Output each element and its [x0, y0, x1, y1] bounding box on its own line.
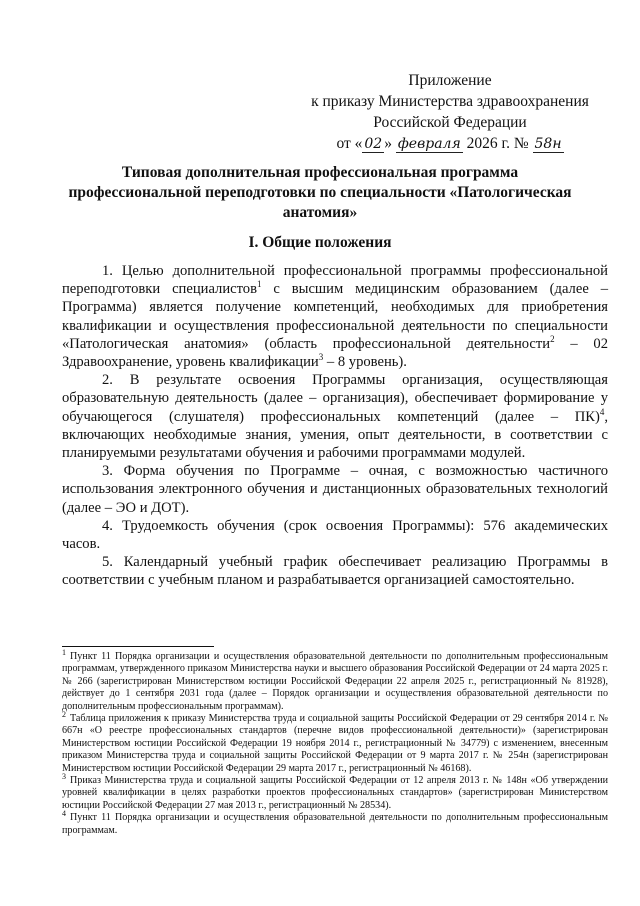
order-reference: к приказу Министерства здравоохранения: [311, 93, 589, 110]
paragraph-1: 1. Целью дополнительной профессиональной программы профессиональной переподготовки специалистов$^1$ с высшим медицинским образованием (далее – Программа) является получение компетенций, необходимых для приобретения квалификации и осуществления профессиональной деятельности по специальности «Патологическая анатомия» (область профессиональной деятельности$^2$ – 02 Здравоохранение, уровень квалификации$^3$ – 8 уровень).: [62, 263, 609, 371]
footnote-ref-4: 4: [599, 406, 605, 417]
handwritten-month: февраля: [397, 136, 461, 152]
handwritten-day: 02: [364, 136, 383, 152]
footnote: $^3$ Приказ Министерства труда и социальной защиты Российской Федерации от 12 апреля 2013 г. № 148н «Об утверждении уровней квалификации в целях разработки проектов профессиональных стандартов» (зарегистрирован Министерством юстиции Российской Федерации 27 мая 2013 г., регистрационный № 28534).: [62, 771, 608, 811]
footnote-ref-2: 2: [550, 333, 555, 344]
footnote: $^4$ Пункт 11 Порядка организации и осуществления образовательной деятельности по дополнительным профессиональным программам.: [62, 808, 608, 836]
document-title: Типовая дополнительная профессиональная программа профессиональной переподготовки по специальности «Патологическая анатомия»: [68, 164, 572, 221]
appendix-header: [300, 70, 600, 155]
section-heading: I. Общие положения: [248, 234, 392, 251]
footnote-ref-1: 1: [257, 279, 262, 290]
body-text: [62, 262, 608, 590]
footnote: $^2$ Таблица приложения к приказу Министерства труда и социальной защиты Российской Федерации от 29 сентября 2014 г. № 667н «О реестре профессиональных стандартов (перечне видов профессиональной деятельности)» (зарегистрирован Министерством юстиции Российской Федерации 19 ноября 2014 г., регистрационный № 34779) с изменением, внесенным приказом Министерства труда и социальной защиты Российской Федерации от 9 марта 2017 г. № 254н (зарегистрирован Министерством юстиции Российской Федерации 29 марта 2017 г., регистрационный № 46168).: [62, 709, 608, 774]
paragraph-2: 2. В результате освоения Программы организация, осуществляющая образовательную деятельность (далее – организация), обеспечивает формирование у обучающегося (слушателя) профессиональных компетенций (далее – ПК)$^4$, включающих необходимые знания, умения, опыт деятельности, в соответствии с планируемыми результатами обучения и рабочими программами модулей.: [62, 372, 608, 462]
footnotes: [62, 647, 608, 837]
paragraph-4: 4. Трудоемкость обучения (срок освоения Программы): 576 академических часов.: [62, 517, 608, 553]
country-name: Российской Федерации: [373, 114, 527, 131]
footnote-ref-3: 3: [318, 352, 324, 363]
paragraph-3: 3. Форма обучения по Программе – очная, с возможностью частичного использования электронного обучения и дистанционных образовательных технологий (далее – ЭО и ДОТ).: [62, 463, 608, 516]
paragraph-5: 5. Календарный учебный график обеспечивает реализацию Программы в соответствии с учебным планом и разрабатывается организацией самостоятельно.: [62, 554, 608, 589]
handwritten-order-number: 58н: [534, 136, 562, 152]
appendix-label: Приложение: [408, 72, 492, 89]
order-date-line: от « 02 » февраля 2026 г. № 58н: [336, 135, 562, 152]
footnote: $^1$ Пункт 11 Порядка организации и осуществления образовательной деятельности по дополнительным профессиональным программам, утвержденного приказом Министерства науки и высшего образования Российской Федерации от 24 марта 2025 г. № 266 (зарегистрирован Министерством юстиции Российской Федерации 22 апреля 2025 г., регистрационный № 81928), действует до 1 сентября 2031 года (далее – Порядок организации и осуществления образовательной деятельности по дополнительным профессиональным программам).: [62, 647, 608, 712]
footnote-divider: [62, 646, 214, 647]
